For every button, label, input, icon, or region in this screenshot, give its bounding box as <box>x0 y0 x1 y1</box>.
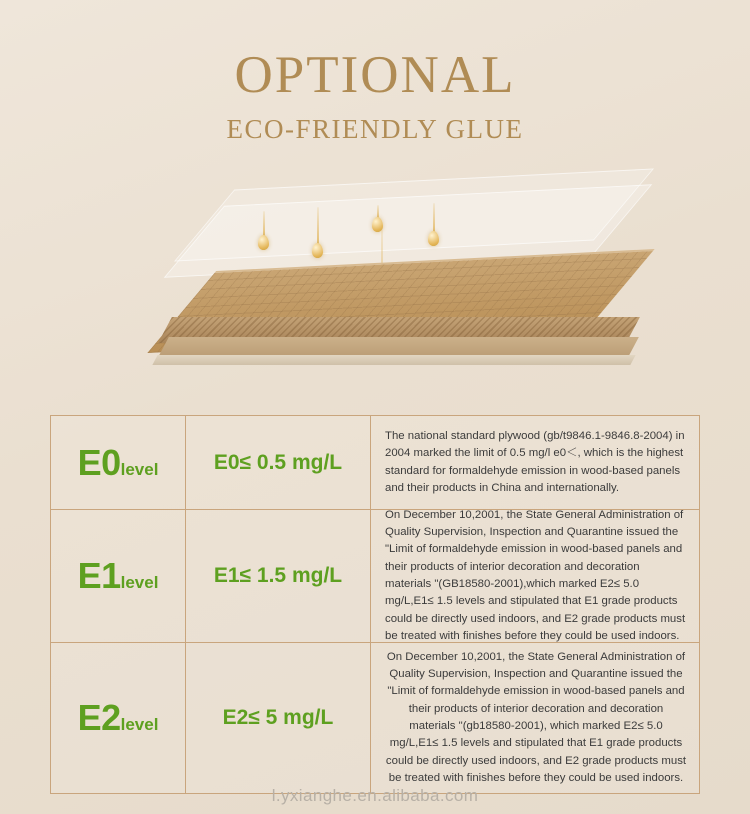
description-cell <box>371 416 699 509</box>
glue-drip-line <box>317 207 319 245</box>
board-graphic <box>95 165 655 405</box>
board-base <box>152 355 635 365</box>
description-cell <box>371 643 699 793</box>
glue-drop-icon <box>258 235 269 250</box>
header <box>0 0 750 145</box>
glue-drop-icon <box>312 243 323 258</box>
limit-cell: E1≤ 1.5 mg/L <box>186 510 371 642</box>
description-text: On December 10,2001, the State General Administration of Quality Supervision, Inspection and Quarantine issued the "Limit of formaldehyde emission in wood-based panels and their products of interior decoration and decoration materials "(GB18580-2001),which marked E2≤ 5.0 mg/L,E1≤ 1.5 levels and stipulated that E1 grade products could be directly used indoors, and E2 grade products must be treated with finishes before they could be used indoors. <box>385 508 686 642</box>
level-suffix: level <box>120 573 159 592</box>
description-cell <box>371 510 699 642</box>
glue-drop-icon <box>428 231 439 246</box>
level-suffix: level <box>120 715 159 734</box>
description-text: On December 10,2001, the State General Administration of Quality Supervision, Inspection and Quarantine issued the "Limit of formaldehyde emission in wood-based panels and their products of interior decoration and decoration materials "(gb18580-2001), which marked E2≤ 5.0 mg/L,E1≤ 1.5 levels and stipulated that E1 grade products could be directly used indoors, and E2 grade products must be treated with finishes before they could be used indoors. <box>385 650 687 784</box>
level-cell <box>51 416 186 509</box>
table-row <box>51 643 699 793</box>
watermark: l.yxianghe.en.alibaba.com <box>271 786 479 805</box>
level-cell <box>51 510 186 642</box>
table-row <box>51 416 699 510</box>
level-code: E2 <box>77 697 121 738</box>
level-suffix: level <box>120 459 159 479</box>
limit-cell: E0≤ 0.5 mg/L <box>186 416 371 509</box>
page-subtitle: ECO-FRIENDLY GLUE <box>226 113 524 144</box>
glue-drip-line <box>433 203 435 233</box>
table-row <box>51 510 699 643</box>
page-title: OPTIONAL <box>234 46 516 104</box>
level-code: E0 <box>77 441 121 483</box>
glue-drip-line <box>263 211 265 237</box>
level-code: E1 <box>77 555 121 596</box>
formaldehyde-standards-table <box>50 415 700 794</box>
description-text: The national standard plywood (gb/t9846.1-9846.8-2004) in 2004 marked the limit of 0.5 mg/l e0＜, which is the highest standard for formaldehyde emission in wood-based panels and their products in China and internationally. <box>385 429 685 494</box>
limit-cell: E2≤ 5 mg/L <box>186 643 371 793</box>
glue-layers-board-illustration <box>0 165 750 405</box>
level-cell <box>51 643 186 793</box>
